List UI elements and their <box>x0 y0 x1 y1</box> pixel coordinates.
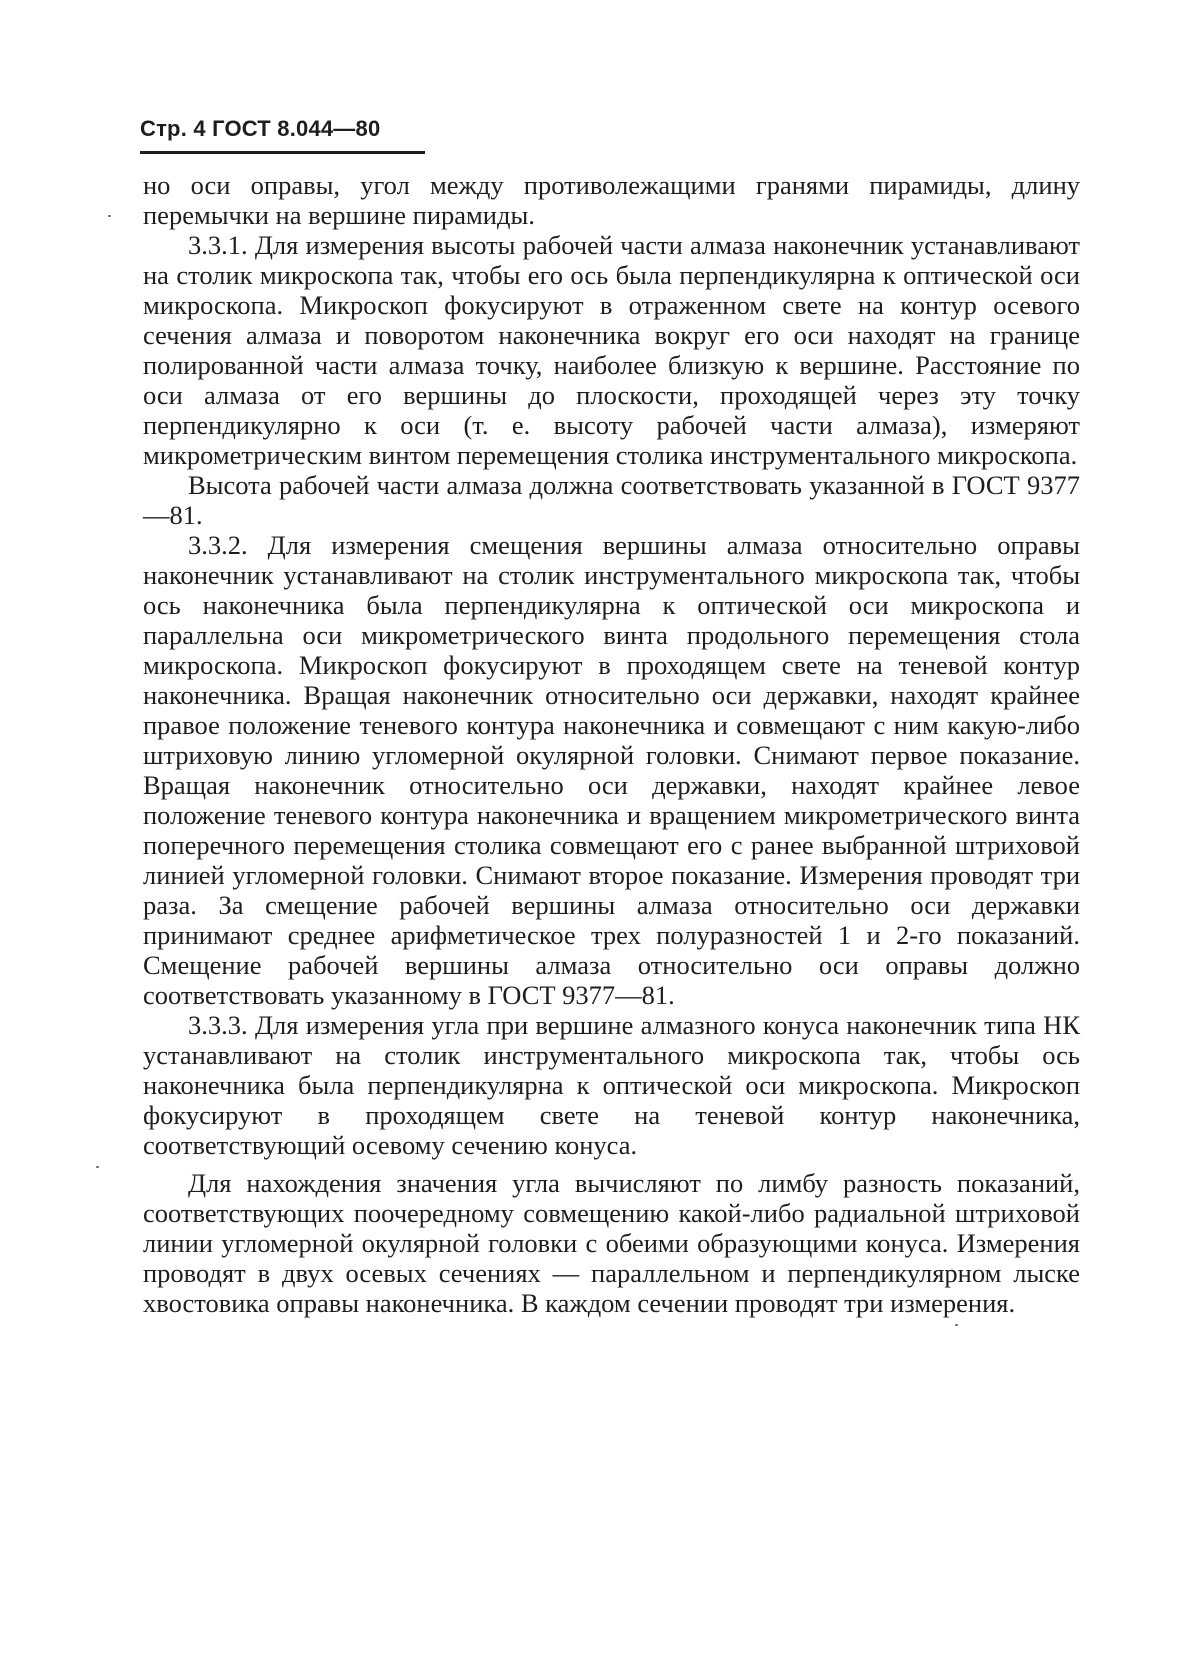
body-text <box>143 170 1080 1318</box>
scan-speck <box>108 215 111 217</box>
paragraph-angle-measurement: Для нахождения значения угла вычисляют по лимбу разность показаний, соответствующих поочередному совмещению какой-либо радиальной штриховой линии угломерной окулярной головки с обеими образующими конуса. Измерения проводят в двух осевых сечениях — параллельном и перпендикулярном лыске хвостовика оправы наконечника. В каждом сечении проводят три измерения. <box>143 1168 1080 1318</box>
paragraph-height-requirement: Высота рабочей части алмаза должна соответствовать указанной в ГОСТ 9377—81. <box>143 470 1080 530</box>
scan-speck <box>955 1324 958 1326</box>
paragraph-3-3-2: 3.3.2. Для измерения смещения вершины алмаза относительно оправы наконечник устанавливают на столик инструментального микроскопа так, чтобы ось наконечника была перпендикулярна к оптической оси микроскопа и параллельна оси микрометрического винта продольного перемещения стола микроскопа. Микроскоп фокусируют в проходящем свете на теневой контур наконечника. Вращая наконечник относительно оси державки, находят крайнее правое положение теневого контура наконечника и совмещают с ним какую-либо штриховую линию угломерной окулярной головки. Снимают первое показание. Вращая наконечник относительно оси державки, находят крайнее левое положение теневого контура наконечника и вращением микрометрического винта поперечного перемещения столика совмещают его с ранее выбранной штриховой линией угломерной головки. Снимают второе показание. Измерения проводят три раза. За смещение рабочей вершины алмаза относительно оси державки принимают среднее арифметическое трех полуразностей 1 и 2-го показаний. Смещение рабочей вершины алмаза относительно оси оправы должно соответствовать указанному в ГОСТ 9377—81. <box>143 530 1080 1010</box>
scan-speck <box>96 1166 99 1168</box>
header-rule <box>140 151 425 154</box>
paragraph-3-3-3: 3.3.3. Для измерения угла при вершине алмазного конуса наконечник типа НК устанавливают на столик инструментального микроскопа так, чтобы ось наконечника была перпендикулярна к оптической оси микроскопа. Микроскоп фокусируют в проходящем свете на теневой контур наконечника, соответствующий осевому сечению конуса. <box>143 1010 1080 1160</box>
paragraph-continuation: но оси оправы, угол между противолежащими гранями пирамиды, длину перемычки на вершине пирамиды. <box>143 170 1080 230</box>
page-header: Стр. 4 ГОСТ 8.044—80 <box>140 116 381 141</box>
paragraph-3-3-1: 3.3.1. Для измерения высоты рабочей части алмаза наконечник устанавливают на столик микроскопа так, чтобы его ось была перпендикулярна к оптической оси микроскопа. Микроскоп фокусируют в отраженном свете на контур осевого сечения алмаза и поворотом наконечника вокруг его оси находят на границе полированной части алмаза точку, наиболее близкую к вершине. Расстояние по оси алмаза от его вершины до плоскости, проходящей через эту точку перпендикулярно к оси (т. е. высоту рабочей части алмаза), измеряют микрометрическим винтом перемещения столика инструментального микроскопа. <box>143 230 1080 470</box>
